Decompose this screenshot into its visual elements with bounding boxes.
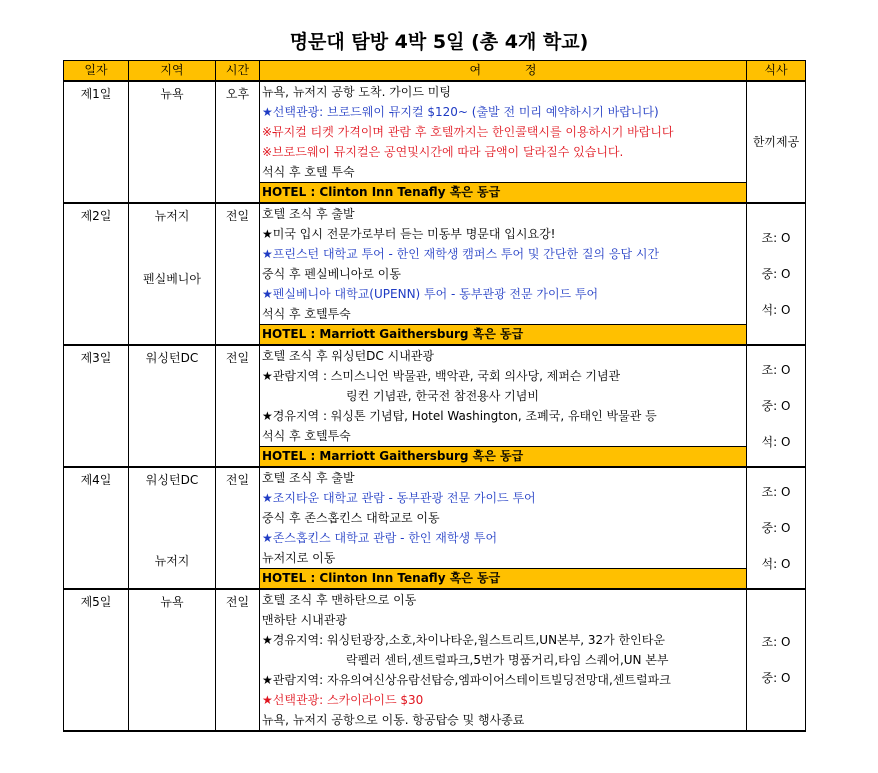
day-row bbox=[64, 81, 806, 203]
region-cell bbox=[129, 589, 216, 731]
itinerary-line: 뉴욕, 뉴저지 공항으로 이동. 항공탑승 및 행사종료 bbox=[262, 713, 525, 727]
meal-item: 조: O bbox=[761, 635, 791, 649]
region-label: 뉴욕 bbox=[160, 87, 184, 101]
meal-item: 중: O bbox=[761, 521, 791, 535]
meal-cell bbox=[747, 467, 806, 589]
meal-cell bbox=[747, 589, 806, 731]
region-cell bbox=[129, 203, 216, 345]
itinerary-table bbox=[63, 60, 806, 732]
itinerary-line: 호텔 조식 후 맨하탄으로 이동 bbox=[262, 593, 417, 607]
itinerary-line: ★조지타운 대학교 관람 - 동부관광 전문 가이드 투어 bbox=[262, 491, 536, 505]
itinerary-line: ★선택관광: 스카이라이드 $30 bbox=[262, 693, 424, 707]
itinerary-cell bbox=[260, 467, 747, 589]
itinerary-line: 석식 후 호텔투숙 bbox=[262, 429, 351, 443]
time-cell: 전일 bbox=[216, 203, 260, 345]
region-label: 워싱턴DC bbox=[145, 473, 199, 487]
itinerary-line: 호텔 조식 후 출발 bbox=[262, 207, 355, 221]
meal-cell bbox=[747, 345, 806, 467]
itinerary-line: 락펠러 센터,센트럴파크,5번가 명품거리,타임 스퀘어,UN 본부 bbox=[346, 653, 669, 667]
itinerary-line: 중식 후 존스홉킨스 대학교로 이동 bbox=[262, 511, 440, 525]
meal-item: 조: O bbox=[761, 485, 791, 499]
region-label-secondary: 뉴저지 bbox=[154, 554, 190, 568]
meal-item: 조: O bbox=[761, 231, 791, 245]
day-cell: 제5일 bbox=[64, 589, 129, 731]
time-cell: 전일 bbox=[216, 589, 260, 731]
day-cell: 제2일 bbox=[64, 203, 129, 345]
region-cell bbox=[129, 345, 216, 467]
meal-item: 중: O bbox=[761, 399, 791, 413]
day-row bbox=[64, 203, 806, 345]
hotel-line: HOTEL : Clinton Inn Tenafly 혹은 동급 bbox=[260, 182, 746, 202]
meal-item: 석: O bbox=[761, 557, 791, 571]
itinerary-body bbox=[64, 81, 806, 731]
itinerary-line: 뉴저지로 이동 bbox=[262, 551, 336, 565]
hotel-line: HOTEL : Marriott Gaithersburg 혹은 동급 bbox=[260, 446, 746, 466]
itinerary-line: 뉴욕, 뉴저지 공항 도착. 가이드 미팅 bbox=[262, 85, 451, 99]
itinerary-line: ★펜실베니아 대학교(UPENN) 투어 - 동부관광 전문 가이드 투어 bbox=[262, 287, 599, 301]
header-meal: 식사 bbox=[747, 61, 806, 82]
meal-item: 석: O bbox=[761, 303, 791, 317]
hotel-line: HOTEL : Marriott Gaithersburg 혹은 동급 bbox=[260, 324, 746, 344]
itinerary-line: 중식 후 펜실베니아로 이동 bbox=[262, 267, 401, 281]
day-row bbox=[64, 345, 806, 467]
meal-item: 석: O bbox=[761, 435, 791, 449]
region-label: 워싱턴DC bbox=[145, 351, 199, 365]
meal-cell bbox=[747, 81, 806, 203]
itinerary-line: ※뮤지컬 티켓 가격이며 관람 후 호텔까지는 한인콜택시를 이용하시기 바랍니다 bbox=[262, 125, 674, 139]
itinerary-cell bbox=[260, 589, 747, 731]
day-cell: 제4일 bbox=[64, 467, 129, 589]
page-title: 명문대 탐방 4박 5일 (총 4개 학교) bbox=[289, 31, 589, 53]
meal-item: 중: O bbox=[761, 671, 791, 685]
meal-cell bbox=[747, 203, 806, 345]
itinerary-cell bbox=[260, 81, 747, 203]
itinerary-line: 석식 후 호텔 투숙 bbox=[262, 165, 355, 179]
region-cell bbox=[129, 467, 216, 589]
region-cell bbox=[129, 81, 216, 203]
header-time: 시간 bbox=[216, 61, 260, 82]
meal-item: 중: O bbox=[761, 267, 791, 281]
meal-item: 한끼제공 bbox=[752, 135, 800, 149]
hotel-line: HOTEL : Clinton Inn Tenafly 혹은 동급 bbox=[260, 568, 746, 588]
region-label: 뉴저지 bbox=[154, 209, 190, 223]
itinerary-line: ★경유지역 : 워싱톤 기념탑, Hotel Washington, 조폐국, 유태인 박물관 등 bbox=[262, 409, 657, 423]
itinerary-line: ★관람지역: 자유의여신상유람선탑승,엠파이어스테이트빌딩전망대,센트럴파크 bbox=[262, 673, 671, 687]
header-itinerary: 여 정 bbox=[260, 61, 747, 82]
day-row bbox=[64, 467, 806, 589]
region-label: 뉴욕 bbox=[160, 595, 184, 609]
itinerary-line: 호텔 조식 후 워싱턴DC 시내관광 bbox=[262, 349, 434, 363]
day-row bbox=[64, 589, 806, 731]
itinerary-line: 링컨 기념관, 한국전 참전용사 기념비 bbox=[346, 389, 539, 403]
day-cell: 제1일 bbox=[64, 81, 129, 203]
header-day: 일자 bbox=[64, 61, 129, 82]
itinerary-cell bbox=[260, 345, 747, 467]
itinerary-line: 석식 후 호텔투숙 bbox=[262, 307, 351, 321]
itinerary-line: 호텔 조식 후 출발 bbox=[262, 471, 355, 485]
header-region: 지역 bbox=[129, 61, 216, 82]
header-row bbox=[64, 61, 806, 82]
itinerary-line: 맨하탄 시내관광 bbox=[262, 613, 347, 627]
meal-item: 조: O bbox=[761, 363, 791, 377]
time-cell: 전일 bbox=[216, 467, 260, 589]
itinerary-line: ★선택관광: 브로드웨이 뮤지컬 $120~ (출발 전 미리 예약하시기 바랍니다) bbox=[262, 105, 659, 119]
itinerary-line: ★존스홉킨스 대학교 관람 - 한인 재학생 투어 bbox=[262, 531, 498, 545]
day-cell: 제3일 bbox=[64, 345, 129, 467]
itinerary-line: ★경유지역: 워싱턴광장,소호,차이나타운,월스트리트,UN본부, 32가 한인타운 bbox=[262, 633, 665, 647]
region-label-secondary: 펜실베니아 bbox=[143, 272, 201, 286]
itinerary-line: ★미국 입시 전문가로부터 듣는 미동부 명문대 입시요강! bbox=[262, 227, 556, 241]
itinerary-line: ★프린스턴 대학교 투어 - 한인 재학생 캠퍼스 투어 및 간단한 질의 응답 시간 bbox=[262, 247, 660, 261]
time-cell: 오후 bbox=[216, 81, 260, 203]
itinerary-line: ★관람지역 : 스미스니언 박물관, 백악관, 국회 의사당, 제퍼슨 기념관 bbox=[262, 369, 621, 383]
itinerary-line: ※브로드웨이 뮤지컬은 공연및시간에 따라 금액이 달라질수 있습니다. bbox=[262, 145, 624, 159]
itinerary-cell bbox=[260, 203, 747, 345]
time-cell: 전일 bbox=[216, 345, 260, 467]
